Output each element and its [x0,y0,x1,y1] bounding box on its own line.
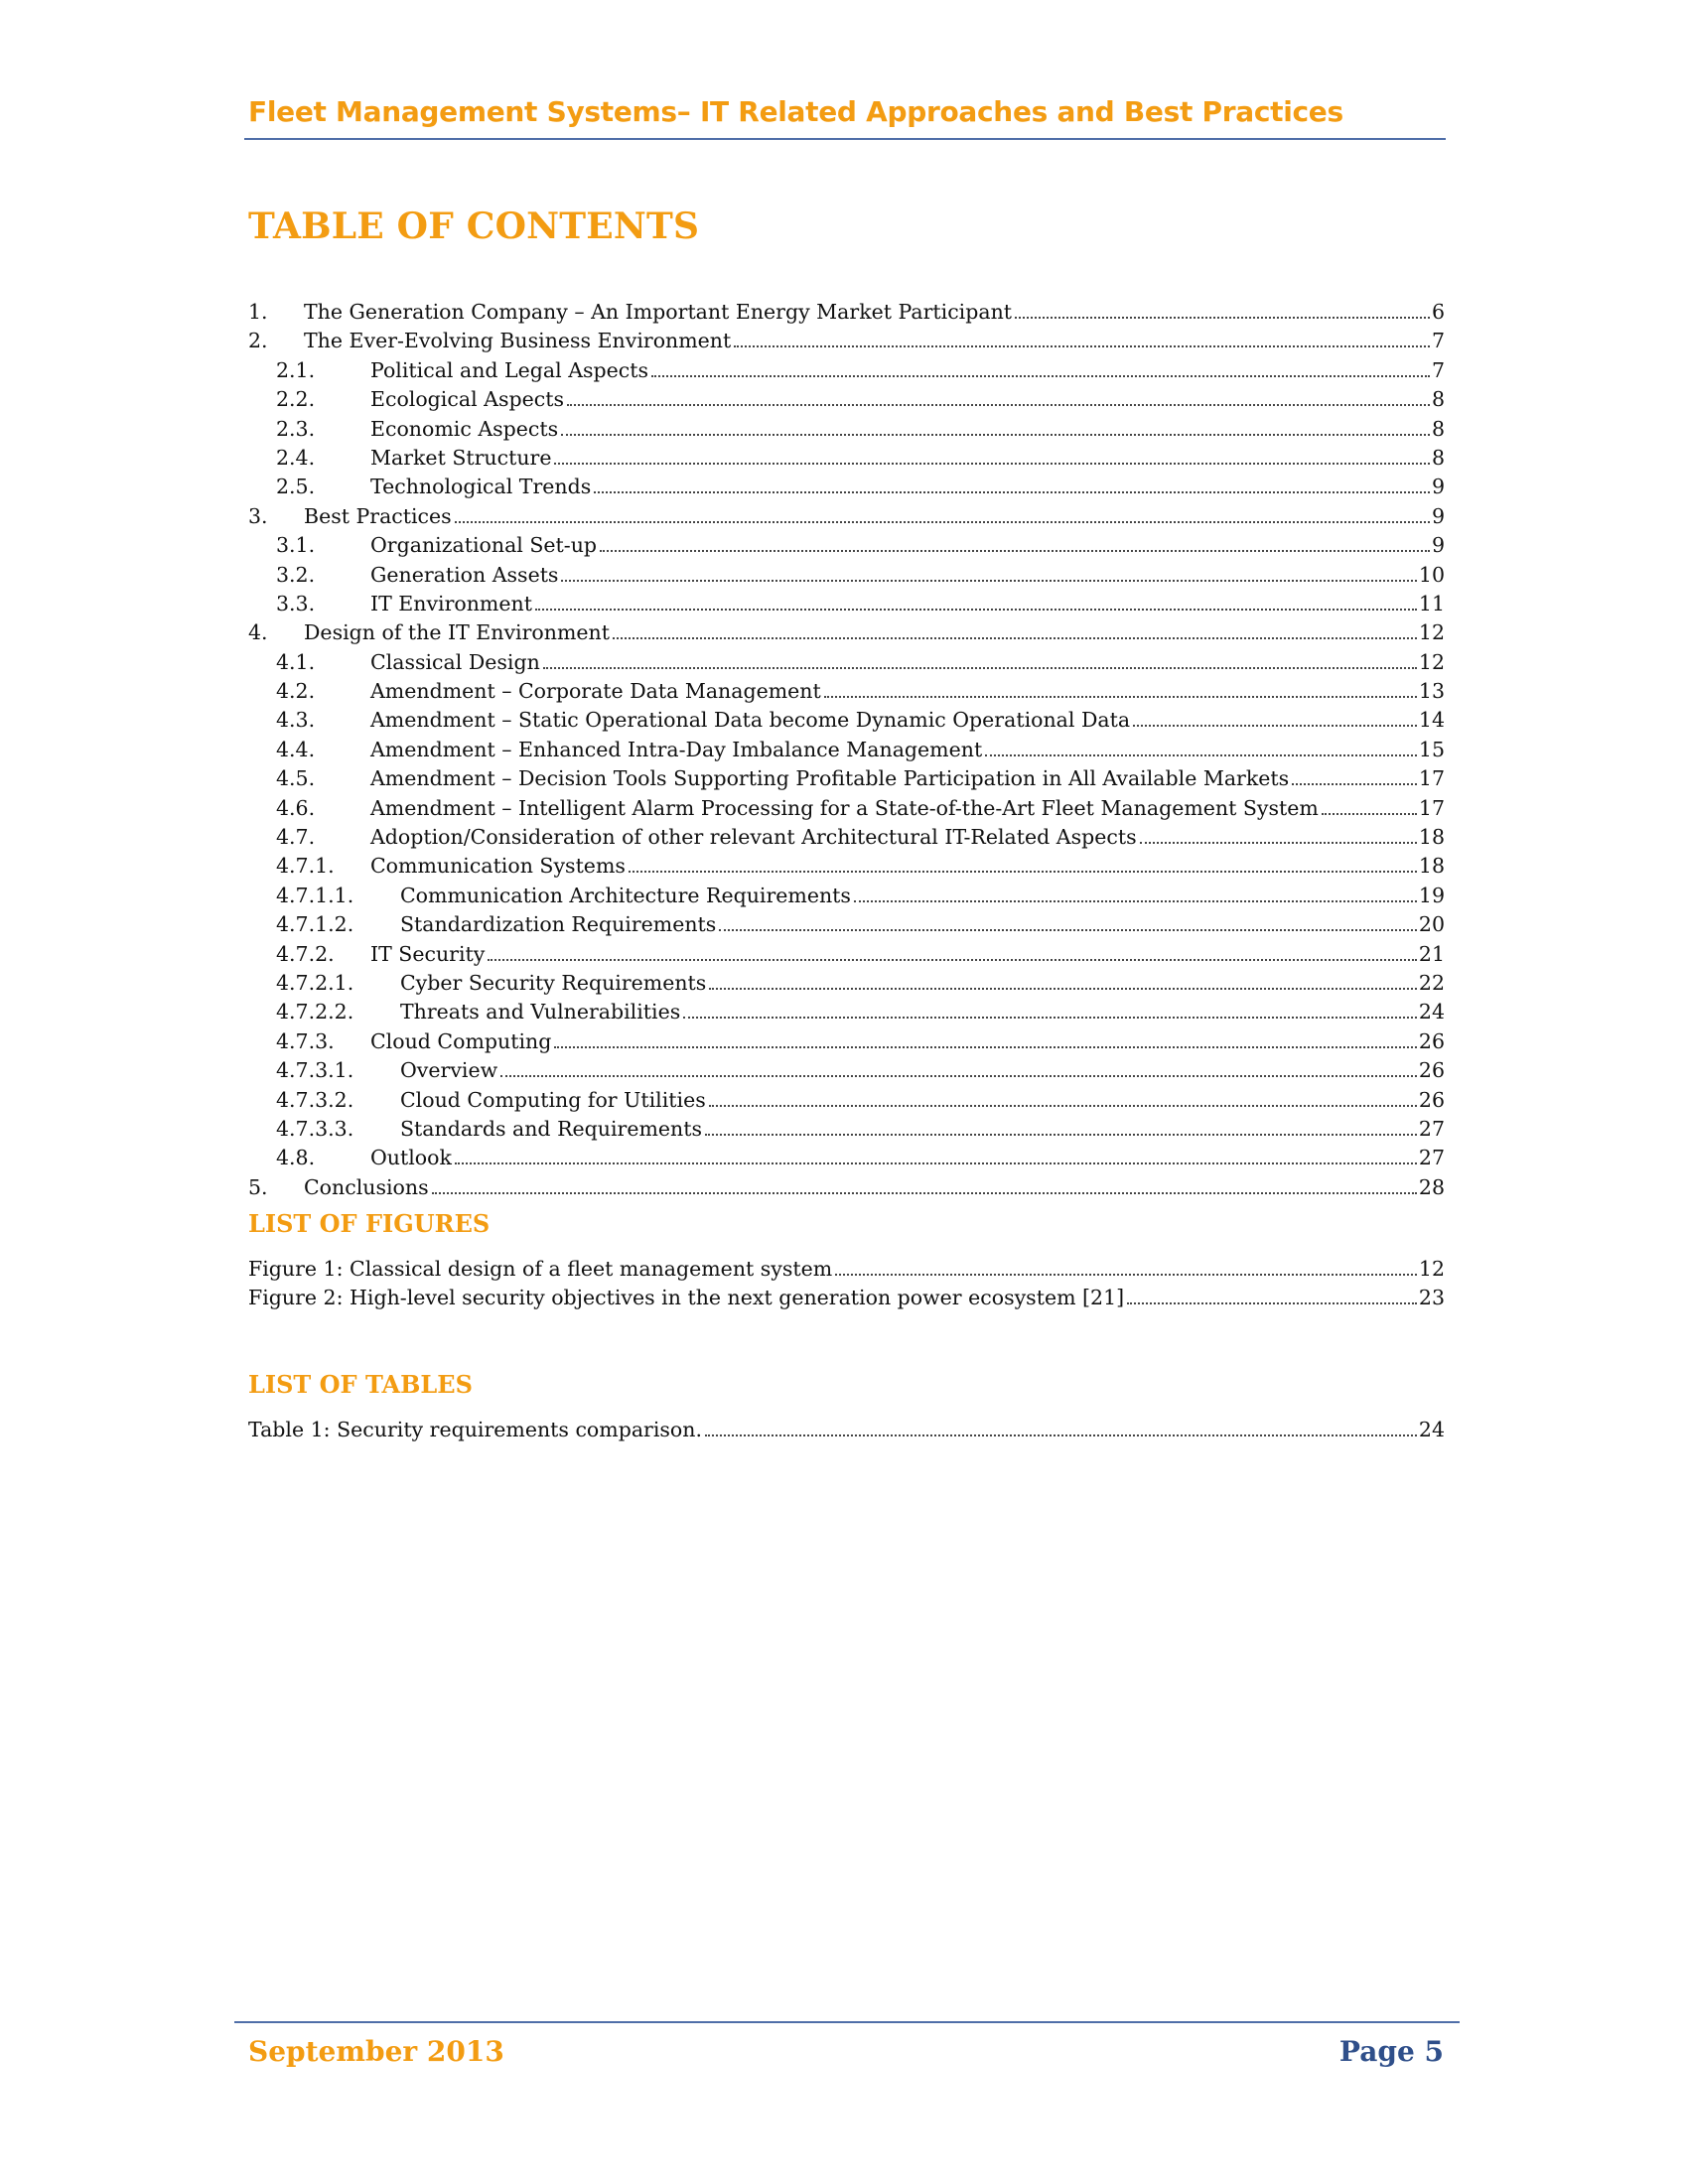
entry-page-number: 9 [1431,475,1445,499]
toc-entry[interactable] [248,561,1445,590]
dot-leader [985,754,1417,756]
entry-page-number: 11 [1418,591,1445,615]
table-of-contents [248,298,1445,1202]
list-of-figures [248,1255,1445,1313]
dot-leader [600,550,1430,552]
toc-entry-number: 3.1. [276,533,316,558]
toc-entry[interactable] [248,1115,1445,1144]
entry-page-number: 9 [1431,503,1445,528]
toc-entry[interactable] [248,502,1445,531]
entry-page-number: 18 [1418,825,1445,850]
entry-label: Standardization Requirements [400,912,717,937]
dot-leader [554,463,1429,465]
toc-entry-number: 2.3. [276,416,316,441]
entry-label: Table 1: Security requirements comparison. [248,1418,702,1441]
entry-page-number: 26 [1418,1058,1445,1083]
footer-date: September 2013 [248,2035,504,2068]
toc-entry[interactable] [248,385,1445,414]
entry-label: Cloud Computing [370,1028,552,1053]
entry-page-number: 8 [1431,387,1445,412]
entry-page-number: 20 [1418,912,1445,937]
entry-label: Cyber Security Requirements [400,970,707,995]
toc-entry-number: 4.3. [276,708,316,733]
entry-label: Economic Aspects [370,416,559,441]
toc-entry-number: 2. [248,329,268,353]
dot-leader [543,667,1417,669]
entry-label: Amendment – Corporate Data Management [370,679,821,704]
entry-label: Cloud Computing for Utilities [400,1087,706,1112]
toc-entry-number: 5. [248,1174,268,1199]
dot-leader [455,1162,1417,1164]
entry-page-number: 14 [1418,708,1445,733]
toc-entry[interactable] [248,998,1445,1026]
list-entry[interactable] [248,1284,1445,1312]
entry-label: Amendment – Intelligent Alarm Processing for a State-of-the-Art Fleet Management System [370,795,1319,820]
toc-entry[interactable] [248,444,1445,473]
toc-entry-number: 4.8. [276,1146,316,1170]
list-of-tables-heading: LIST OF TABLES [248,1370,473,1399]
document-title: Fleet Management Systems– IT Related Approaches and Best Practices [248,95,1343,128]
toc-entry[interactable] [248,415,1445,444]
toc-entry[interactable] [248,473,1445,501]
entry-label: Amendment – Decision Tools Supporting Profitable Participation in All Available Markets [370,766,1290,791]
entry-label: Figure 1: Classical design of a fleet management system [248,1257,833,1281]
toc-entry[interactable] [248,1173,1445,1202]
entry-page-number: 13 [1418,679,1445,704]
dot-leader [629,871,1417,873]
entry-label: Conclusions [304,1174,429,1199]
dot-leader [535,609,1417,611]
toc-entry-number: 3.3. [276,591,316,615]
entry-page-number: 6 [1431,300,1445,324]
entry-label: Communication Architecture Requirements [400,883,851,907]
toc-entry[interactable] [248,356,1445,385]
footer-rule [234,2021,1460,2023]
dot-leader [705,1434,1417,1436]
toc-entry-number: 4.2. [276,679,316,704]
toc-entry-number: 4.7.2.1. [276,970,354,995]
toc-entry-number: 4.7.3. [276,1028,335,1053]
dot-leader [594,491,1430,493]
toc-entry-number: 4.7.1.1. [276,883,354,907]
entry-label: Market Structure [370,445,552,470]
entry-label: Classical Design [370,649,540,674]
toc-entry-number: 4.7.3.3. [276,1116,354,1141]
entry-label: Communication Systems [370,854,626,879]
entry-page-number: 24 [1418,1418,1445,1441]
dot-leader [719,929,1417,931]
dot-leader [854,900,1417,902]
toc-entry[interactable] [248,706,1445,735]
entry-page-number: 15 [1418,737,1445,761]
entry-label: Best Practices [304,503,452,528]
toc-entry[interactable] [248,794,1445,823]
entry-page-number: 18 [1418,854,1445,879]
toc-entry[interactable] [248,823,1445,852]
toc-entry-number: 4.7.3.2. [276,1087,354,1112]
toc-entry-number: 4.7.3.1. [276,1058,354,1083]
dot-leader [1015,317,1430,319]
page-number: Page 5 [1338,2035,1444,2068]
entry-label: Standards and Requirements [400,1116,702,1141]
dot-leader [561,580,1416,582]
entry-label: Amendment – Static Operational Data become Dynamic Operational Data [370,708,1131,733]
toc-heading: TABLE OF CONTENTS [248,205,700,247]
entry-page-number: 27 [1418,1116,1445,1141]
toc-entry-number: 2.1. [276,357,316,382]
dot-leader [567,404,1430,406]
entry-label: Threats and Vulnerabilities [400,1000,681,1024]
dot-leader [734,345,1430,347]
dot-leader [1322,813,1417,815]
dot-leader [1292,783,1417,785]
dot-leader [613,637,1417,639]
toc-entry-number: 4.1. [276,649,316,674]
toc-entry-number: 4.7.1. [276,854,335,879]
toc-entry[interactable] [248,1056,1445,1085]
list-of-tables [248,1416,1445,1444]
entry-page-number: 19 [1418,883,1445,907]
toc-entry[interactable] [248,677,1445,706]
entry-label: Adoption/Consideration of other relevant Architectural IT-Related Aspects [370,825,1137,850]
entry-page-number: 27 [1418,1146,1445,1170]
toc-entry-number: 4.6. [276,795,316,820]
entry-page-number: 8 [1431,416,1445,441]
dot-leader [835,1274,1417,1276]
entry-label: Figure 2: High-level security objectives in the next generation power ecosystem [21] [248,1286,1125,1310]
entry-page-number: 9 [1431,533,1445,558]
entry-page-number: 10 [1418,562,1445,587]
toc-entry-number: 2.2. [276,387,316,412]
toc-entry-number: 4.7.1.2. [276,912,354,937]
dot-leader [709,1105,1417,1107]
entry-label: Ecological Aspects [370,387,564,412]
entry-label: Overview [400,1058,498,1083]
toc-entry-number: 4.4. [276,737,316,761]
entry-label: Generation Assets [370,562,559,587]
toc-entry[interactable] [248,736,1445,764]
entry-page-number: 23 [1418,1286,1445,1310]
toc-entry[interactable] [248,764,1445,793]
toc-entry-number: 3.2. [276,562,316,587]
dot-leader [1140,842,1417,844]
dot-leader [432,1192,1417,1194]
header-rule [244,138,1446,140]
dot-leader [824,696,1417,698]
page-footer [234,2021,1460,2068]
toc-entry-number: 1. [248,300,268,324]
toc-entry[interactable] [248,531,1445,560]
entry-label: Design of the IT Environment [304,620,610,645]
entry-label: IT Security [370,941,486,966]
toc-entry-number: 4.7.2. [276,941,335,966]
toc-entry[interactable] [248,1027,1445,1056]
list-entry[interactable] [248,1416,1445,1444]
entry-page-number: 28 [1418,1174,1445,1199]
entry-label: IT Environment [370,591,532,615]
toc-entry[interactable] [248,327,1445,355]
toc-entry-number: 4. [248,620,268,645]
list-of-figures-heading: LIST OF FIGURES [248,1209,491,1238]
dot-leader [1133,725,1417,727]
entry-page-number: 12 [1418,620,1445,645]
dot-leader [651,375,1430,377]
toc-entry-number: 4.7.2.2. [276,1000,354,1024]
list-entry[interactable] [248,1255,1445,1284]
running-header [244,95,1446,140]
toc-entry-number: 2.5. [276,475,316,499]
dot-leader [554,1046,1417,1048]
dot-leader [561,434,1430,436]
toc-entry-number: 3. [248,503,268,528]
entry-page-number: 8 [1431,445,1445,470]
toc-entry[interactable] [248,648,1445,677]
entry-page-number: 22 [1418,970,1445,995]
entry-page-number: 7 [1431,329,1445,353]
entry-label: The Ever-Evolving Business Environment [304,329,732,353]
entry-label: Organizational Set-up [370,533,598,558]
entry-label: The Generation Company – An Important Energy Market Participant [304,300,1013,324]
dot-leader [455,521,1430,523]
dot-leader [1127,1302,1417,1304]
toc-entry[interactable] [248,1144,1445,1172]
dot-leader [683,1017,1417,1019]
entry-label: Political and Legal Aspects [370,357,649,382]
toc-entry-number: 4.7. [276,825,316,850]
toc-entry[interactable] [248,298,1445,327]
toc-entry[interactable] [248,852,1445,881]
dot-leader [705,1134,1417,1136]
dot-leader [488,959,1417,961]
dot-leader [709,988,1417,990]
entry-label: Technological Trends [370,475,592,499]
entry-page-number: 21 [1418,941,1445,966]
toc-entry[interactable] [248,910,1445,939]
entry-page-number: 12 [1418,1257,1445,1281]
entry-page-number: 26 [1418,1028,1445,1053]
toc-entry[interactable] [248,618,1445,647]
toc-entry-number: 2.4. [276,445,316,470]
entry-page-number: 17 [1418,795,1445,820]
entry-page-number: 24 [1418,1000,1445,1024]
toc-entry[interactable] [248,590,1445,618]
entry-page-number: 12 [1418,649,1445,674]
entry-label: Outlook [370,1146,452,1170]
entry-page-number: 17 [1418,766,1445,791]
dot-leader [500,1075,1417,1077]
toc-entry[interactable] [248,882,1445,910]
toc-entry[interactable] [248,969,1445,998]
toc-entry[interactable] [248,1086,1445,1115]
entry-page-number: 7 [1431,357,1445,382]
toc-entry-number: 4.5. [276,766,316,791]
entry-label: Amendment – Enhanced Intra-Day Imbalance Management [370,737,983,761]
toc-entry[interactable] [248,940,1445,969]
entry-page-number: 26 [1418,1087,1445,1112]
